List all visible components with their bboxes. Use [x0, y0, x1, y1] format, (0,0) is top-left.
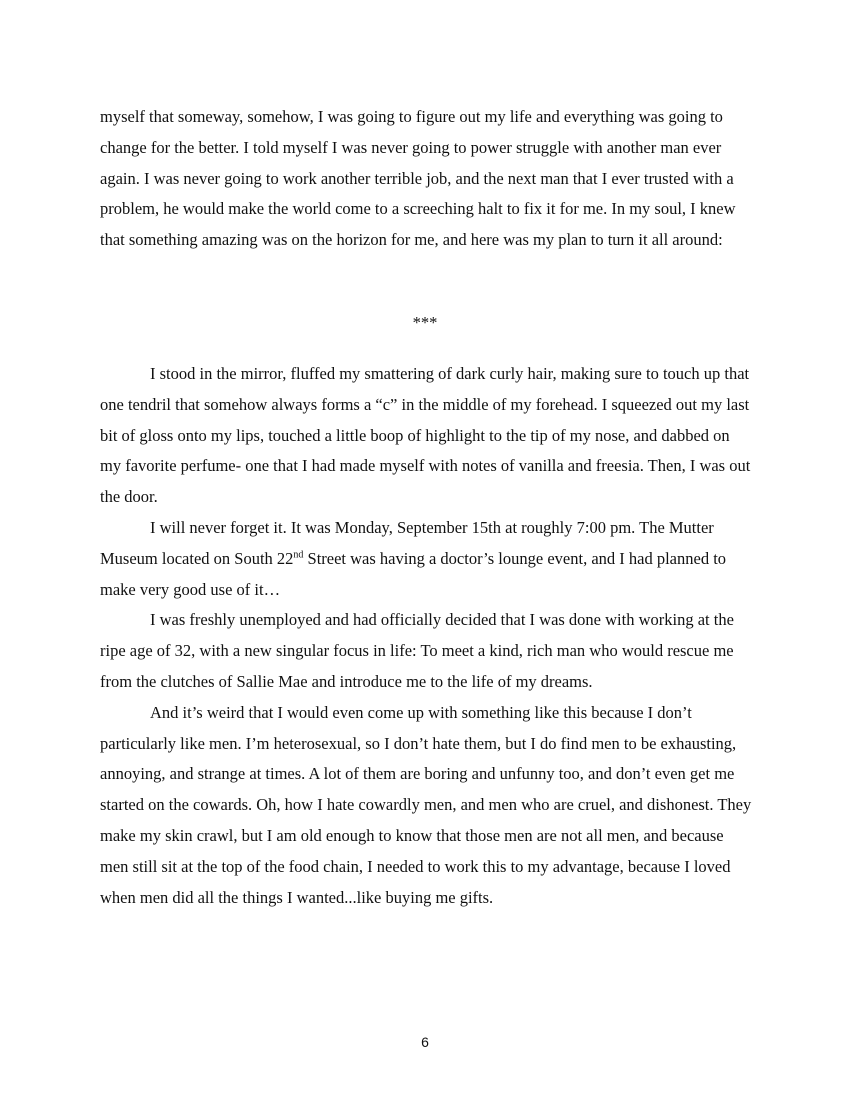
- paragraph-mirror: I stood in the mirror, fluffed my smattering of dark curly hair, making sure to touch up that one tendril that somehow always forms a “c” in the middle of my forehead. I squeezed out my last bit of gloss onto my lips, touched a little boop of highlight to the tip of my nose, and dabbed on my favorite perfume- one that I had made myself with notes of vanilla and freesia. Then, I was out the door.: [100, 364, 751, 507]
- paragraph-men: And it’s weird that I would even come up with something like this because I don’t particularly like men. I’m heterosexual, so I don’t hate them, but I do find men to be exhausting, annoying, and strange at times. A lot of them are boring and unfunny too, and don’t even get me started on the cowards. Oh, how I hate cowardly men, and men who are cruel, and dishonest. They make my skin crawl, but I am old enough to know that those men are not all men, and because men still sit at the top of the food chain, I needed to work this to my advantage, because I loved when men did all the things I wanted...like buying me gifts.: [100, 702, 752, 907]
- page-number: 6: [421, 1034, 429, 1050]
- paragraph-museum-start: I will never forget it. It was Monday, September 15th at roughly 7:00 pm. The Mutter Museum located on South 22: [100, 517, 714, 568]
- body-text-block: [100, 359, 752, 913]
- paragraph-museum-end: Street was having a doctor’s lounge event, and I had planned to make very good use of it…: [100, 548, 727, 599]
- intro-text-block: [100, 102, 752, 256]
- paragraph-unemployed: I was freshly unemployed and had officially decided that I was done with working at the ripe age of 32, with a new singular focus in life: To meet a kind, rich man who would rescue me from the clutches of Sallie Mae and introduce me to the life of my dreams.: [100, 610, 734, 691]
- intro-paragraph: myself that someway, somehow, I was going to figure out my life and everything was going to change for the better. I told myself I was never going to power struggle with another man ever again. I was never going to work another terrible job, and the next man that I ever trusted with a problem, he would make the world come to a screeching halt to fix it for me. In my soul, I knew that something amazing was on the horizon for me, and here was my plan to turn it all around:: [100, 107, 736, 250]
- ordinal-superscript: nd: [293, 549, 304, 561]
- paragraph-museum: [100, 513, 752, 605]
- section-separator: ***: [412, 313, 438, 332]
